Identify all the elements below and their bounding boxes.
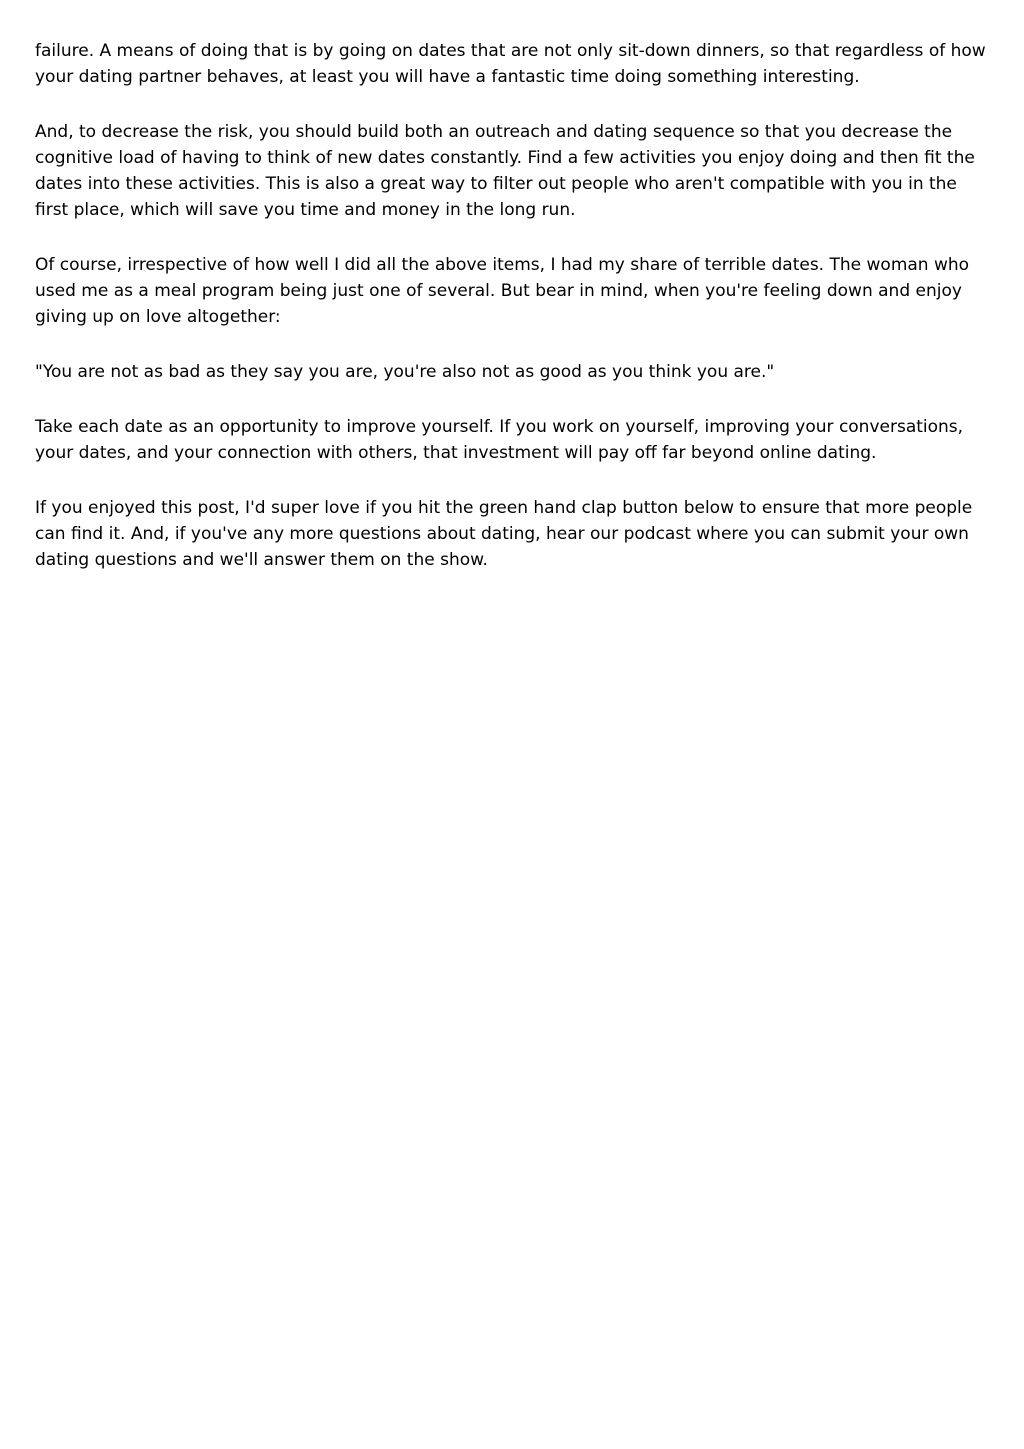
paragraph-terrible-dates: Of course, irrespective of how well I did all the above items, I had my share of terrible dates. The woman who used me as a meal program being just one of several. But bear in mind, when you're feeling down and enjoy giving up on love altogether: bbox=[35, 255, 970, 327]
quote-paragraph: "You are not as bad as they say you are, you're also not as good as you think you are." bbox=[35, 362, 775, 382]
paragraph-dates-beyond-dinners: failure. A means of doing that is by going on dates that are not only sit-down dinners, so that regardless of how your dating partner behaves, at least you will have a fantastic time doing something interesting. bbox=[35, 41, 986, 87]
document-body bbox=[35, 38, 995, 602]
paragraph-closing-call-to-action: If you enjoyed this post, I'd super love if you hit the green hand clap button below to ensure that more people can find it. And, if you've any more questions about dating, hear our podcast where you can submit your own dating questions and we'll answer them on the show. bbox=[35, 498, 973, 570]
paragraph-dating-sequence: And, to decrease the risk, you should build both an outreach and dating sequence so that you decrease the cognitive load of having to think of new dates constantly. Find a few activities you enjoy doing and then fit the dates into these activities. This is also a great way to filter out people who aren't compatible with you in the first place, which will save you time and money in the long run. bbox=[35, 122, 975, 220]
paragraph-improve-yourself: Take each date as an opportunity to improve yourself. If you work on yourself, improving your conversations, your dates, and your connection with others, that investment will pay off far beyond online dating. bbox=[35, 417, 964, 463]
